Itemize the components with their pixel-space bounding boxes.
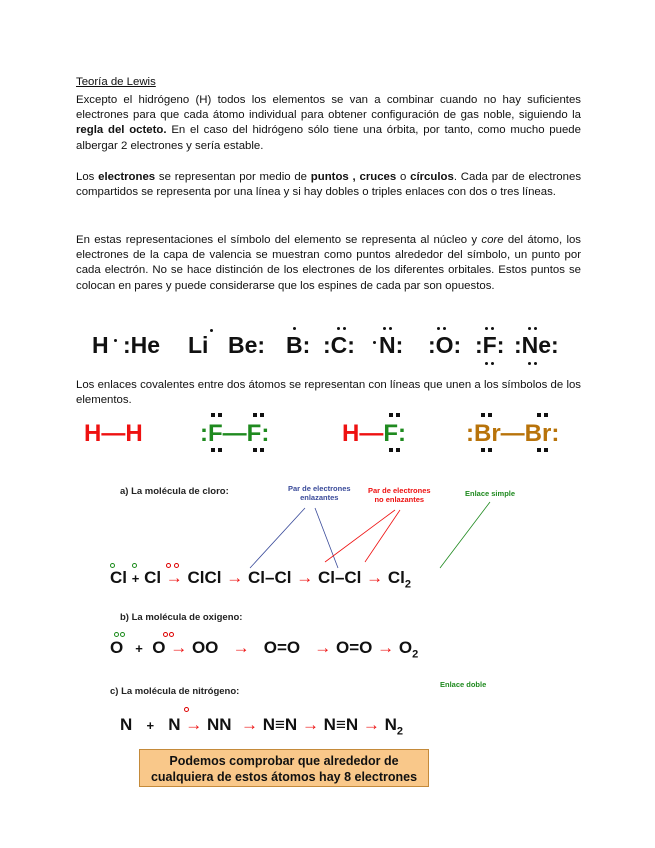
lewis-b: B: <box>286 332 311 358</box>
note-shared-text: Par de electrones enlazantes <box>288 484 351 502</box>
electron-dot <box>443 327 446 330</box>
reaction-arrow: → <box>362 715 380 734</box>
note-double-bond: Enlace doble <box>440 680 487 689</box>
bond-brbr: :Br—Br: <box>466 420 560 447</box>
para2-b2: puntos , cruces <box>310 171 397 183</box>
para3-t2: del átomo, los electrones de la capa de valencia se muestran como puntos alrededor del símbolo, un punto por cada electrón. No se hace distinción de los electrones de los diferentes orbitales. Estos puntos se colocan en pares y puede considerarse que los espines de cada par son opuestos. <box>76 234 582 292</box>
electron-dot <box>488 448 492 452</box>
o-pair-3: O=O <box>336 638 373 657</box>
electron-dot <box>534 327 537 330</box>
octet-callout <box>139 749 429 787</box>
arrow-unshared-2 <box>365 510 400 562</box>
electron-circle <box>114 632 119 637</box>
o-atom-1: O <box>110 638 124 657</box>
reaction-arrow: → <box>170 638 188 657</box>
reaction-arrow: → <box>185 715 203 734</box>
electron-dot <box>481 413 485 417</box>
cl-atom-2: Cl <box>144 568 162 587</box>
electron-dot <box>528 327 531 330</box>
electron-circle <box>120 632 125 637</box>
para2-t3: o <box>396 171 411 183</box>
para2-t4: . Cada par de electrones compartidos se representa por una línea y si hay dobles o triples enlaces con dos o tres líneas. <box>76 171 582 199</box>
para1-text-a: Excepto el hidrógeno (H) todos los elementos se van a combinar cuando no hay suficientes electrones para que cada átomo individual para obtener configuración de gas noble, siguiendo la <box>76 94 581 122</box>
reaction-arrow: → <box>232 638 250 657</box>
plus-sign: + <box>146 718 155 733</box>
cl2-formula: Cl <box>387 568 405 587</box>
electron-dot <box>260 448 264 452</box>
n-pair-1: NN <box>206 715 232 734</box>
paragraph-covalent: Los enlaces covalentes entre dos átomos se representan con líneas que unen a los símbolos de los elementos. <box>76 379 581 407</box>
electron-dot <box>437 327 440 330</box>
paragraph-intro <box>76 93 581 154</box>
electron-dot <box>537 448 541 452</box>
electron-dot <box>481 448 485 452</box>
cl-atom-1: Cl <box>110 568 127 587</box>
electron-dot <box>389 327 392 330</box>
label-nitrogen: c) La molécula de nitrógeno: <box>110 686 240 697</box>
electron-dot <box>373 341 376 344</box>
n2-formula: N <box>384 715 397 734</box>
reaction-arrow: → <box>366 568 384 587</box>
para3-t1: En estas representaciones el símbolo del elemento se representa al núcleo y <box>76 234 482 246</box>
label-oxygen: b) La molécula de oxigeno: <box>120 612 243 623</box>
n-atom-2: N <box>168 715 181 734</box>
electron-dot <box>114 339 117 342</box>
arrow-shared-1 <box>250 508 305 568</box>
molecule-formation-figure <box>110 480 580 790</box>
cl-pair-1: ClCl <box>187 568 222 587</box>
note-single-bond: Enlace simple <box>465 489 516 498</box>
reaction-arrow: → <box>165 568 183 587</box>
n-atom-1: N <box>120 715 133 734</box>
plus-sign: + <box>135 641 143 656</box>
para2-t1: Los <box>76 171 99 183</box>
arrow-single-bond <box>440 502 490 568</box>
electron-dot <box>396 448 400 452</box>
paragraph-representation <box>76 233 581 294</box>
lewis-be: Be: <box>228 332 266 358</box>
lewis-o: :O: <box>428 332 462 358</box>
o-pair-2: O=O <box>263 638 301 657</box>
o2-formula: O <box>398 638 413 657</box>
reaction-arrow: → <box>377 638 395 657</box>
cl-row <box>110 568 411 590</box>
electron-dot <box>383 327 386 330</box>
para2-b3: círculos <box>410 171 454 183</box>
reaction-arrow: → <box>301 715 319 734</box>
electron-dot <box>491 327 494 330</box>
electron-dot <box>485 362 488 365</box>
n-pair-2: N≡N <box>262 715 298 734</box>
lewis-h: H <box>92 332 109 358</box>
bond-hf <box>342 420 406 448</box>
cl-pair-2: Cl–Cl <box>248 568 292 587</box>
reaction-arrow: → <box>226 568 244 587</box>
paragraph-electrons <box>76 170 581 200</box>
note-unshared-text: Par de electrones no enlazantes <box>368 486 431 504</box>
electron-dot <box>260 413 264 417</box>
cl2-subscript: 2 <box>404 578 411 591</box>
electron-dot <box>337 327 340 330</box>
electron-circle <box>184 707 189 712</box>
plus-sign: + <box>131 571 140 586</box>
reaction-arrow: → <box>314 638 332 657</box>
o-atom-2: O <box>152 638 166 657</box>
lewis-f: :F: <box>475 332 505 358</box>
electron-dot <box>253 448 257 452</box>
reaction-arrow: → <box>296 568 314 587</box>
electron-dot <box>218 413 222 417</box>
bond-ff: :F—F: <box>200 420 270 447</box>
electron-dot <box>218 448 222 452</box>
n-pair-3: N≡N <box>323 715 359 734</box>
n-row <box>120 715 403 737</box>
para2-t2: se representan por medio de <box>155 171 311 183</box>
o2-subscript: 2 <box>412 648 419 661</box>
electron-dot <box>485 327 488 330</box>
electron-dot <box>343 327 346 330</box>
electron-dot <box>293 327 296 330</box>
section-title: Teoría de Lewis <box>76 76 156 88</box>
electron-dot <box>544 413 548 417</box>
cl-pair-3: Cl–Cl <box>317 568 362 587</box>
bond-hf-h: H— <box>342 420 384 447</box>
electron-dot <box>534 362 537 365</box>
electron-dot <box>211 448 215 452</box>
electron-dot <box>396 413 400 417</box>
annotation-arrows <box>110 480 580 580</box>
n2-subscript: 2 <box>396 725 404 738</box>
para1-bold: regla del octeto. <box>76 124 167 137</box>
lewis-li: Li <box>188 332 209 358</box>
para2-b1: electrones <box>98 171 156 183</box>
electron-dot <box>544 448 548 452</box>
reaction-arrow: → <box>240 715 258 734</box>
para3-italic: core <box>481 234 504 246</box>
electron-circle <box>163 632 168 637</box>
bond-hh: H—H <box>84 420 143 447</box>
electron-circle <box>169 632 174 637</box>
electron-dot <box>253 413 257 417</box>
lewis-n: N: <box>379 332 404 358</box>
electron-circle <box>174 563 179 568</box>
electron-dot <box>389 448 393 452</box>
bond-hf-f: F: <box>383 420 406 447</box>
electron-dot <box>210 329 213 332</box>
electron-dot <box>528 362 531 365</box>
electron-dot <box>389 413 393 417</box>
label-chlorine: a) La molécula de cloro: <box>120 486 229 497</box>
callout-text: Podemos comprobar que alrededor de cualquiera de estos átomos hay 8 electrones <box>150 754 418 784</box>
lewis-c: :C: <box>323 332 355 358</box>
o-row <box>110 638 418 660</box>
electron-circle <box>132 563 137 568</box>
lewis-he: :He <box>123 332 161 358</box>
lewis-ne: :Ne: <box>514 332 559 358</box>
lewis-symbols-row <box>92 326 572 366</box>
o-pair-1: OO <box>191 638 219 657</box>
electron-dot <box>211 413 215 417</box>
arrow-unshared-1 <box>325 510 395 562</box>
electron-circle <box>110 563 115 568</box>
electron-dot <box>537 413 541 417</box>
para1-text-b: En el caso del hidrógeno sólo tiene una órbita, por tanto, como mucho puede albergar 2 electrones y sería estable. <box>76 124 581 152</box>
electron-dot <box>488 413 492 417</box>
electron-circle <box>166 563 171 568</box>
electron-dot <box>491 362 494 365</box>
arrow-shared-2 <box>315 508 338 568</box>
